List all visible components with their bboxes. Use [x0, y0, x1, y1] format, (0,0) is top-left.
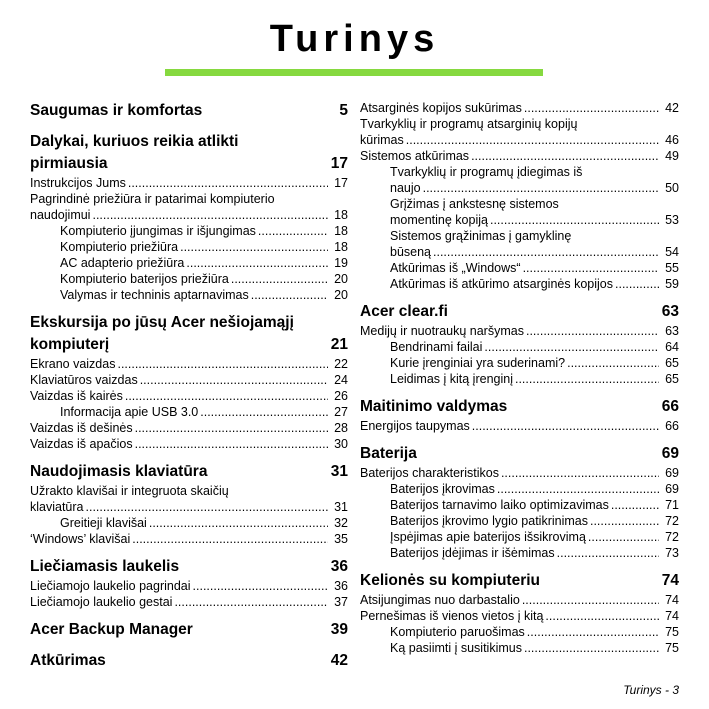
- toc-entry[interactable]: Atkūrimas iš atkūrimo atsarginės kopijos ..... 59: [360, 276, 679, 292]
- toc-entry[interactable]: naujo ..... 50: [360, 180, 679, 196]
- toc-entry-line1: Tvarkyklių ir programų įdiegimas iš: [390, 165, 583, 179]
- toc-entry[interactable]: Sistemos atkūrimas ..... 49: [360, 148, 679, 164]
- page-footer: Turinys - 3: [623, 683, 679, 697]
- toc-heading[interactable]: Saugumas ir komfortas 5: [30, 102, 348, 119]
- toc-entry[interactable]: Vaizdas iš apačios ..... 30: [30, 436, 348, 452]
- toc-entry[interactable]: Baterijos įkrovimo lygio patikrinimas ..... 72: [360, 513, 679, 529]
- toc-entry[interactable]: Informacija apie USB 3.0 ..... 27: [30, 404, 348, 420]
- toc-entry-line1: Grįžimas į ankstesnę sistemos: [390, 197, 559, 211]
- toc-entry[interactable]: momentinę kopiją ..... 53: [360, 212, 679, 228]
- toc-entry[interactable]: Baterijos įdėjimas ir išėmimas ..... 73: [360, 545, 679, 561]
- toc-entry[interactable]: kūrimas ..... 46: [360, 132, 679, 148]
- toc-entry[interactable]: naudojimui ..... 18: [30, 207, 348, 223]
- toc-heading[interactable]: Maitinimo valdymas 66: [360, 398, 679, 415]
- toc-entry[interactable]: Pernešimas iš vienos vietos į kitą ..... 74: [360, 608, 679, 624]
- toc-entry[interactable]: Liečiamojo laukelio gestai ..... 37: [30, 594, 348, 610]
- toc-entry[interactable]: Baterijos įkrovimas ..... 69: [360, 481, 679, 497]
- toc-entry[interactable]: Ką pasiimti į susitikimus ..... 75: [360, 640, 679, 656]
- toc-entry[interactable]: Liečiamojo laukelio pagrindai ..... 36: [30, 578, 348, 594]
- toc-entry[interactable]: Baterijos charakteristikos ..... 69: [360, 465, 679, 481]
- toc-heading[interactable]: Baterija 69: [360, 445, 679, 462]
- toc-entry[interactable]: Kompiuterio baterijos priežiūra ..... 20: [30, 271, 348, 287]
- toc-entry[interactable]: Kompiuterio įjungimas ir išjungimas ..... 18: [30, 223, 348, 239]
- toc-entry[interactable]: Vaizdas iš kairės ..... 26: [30, 388, 348, 404]
- toc-heading[interactable]: Atkūrimas 42: [30, 652, 348, 669]
- toc-entry[interactable]: Bendrinami failai ..... 64: [360, 339, 679, 355]
- toc-heading[interactable]: Dalykai, kuriuos reikia atlikti pirmiausia 17: [30, 133, 348, 172]
- toc-entry[interactable]: Instrukcijos Jums ..... 17: [30, 175, 348, 191]
- toc-entry-line1: Pagrindinė priežiūra ir patarimai kompiuterio: [30, 192, 275, 206]
- toc-heading[interactable]: Naudojimasis klaviatūra 31: [30, 463, 348, 480]
- toc-entry[interactable]: Įspėjimas apie baterijos išsikrovimą ..... 72: [360, 529, 679, 545]
- toc-entry[interactable]: Atsarginės kopijos sukūrimas ..... 42: [360, 100, 679, 116]
- toc-heading[interactable]: Ekskursija po jūsų Acer nešiojamąjį kompiuterį 21: [30, 314, 348, 353]
- toc-entry[interactable]: Greitieji klavišai ..... 32: [30, 515, 348, 531]
- toc-heading[interactable]: Kelionės su kompiuteriu 74: [360, 572, 679, 589]
- toc-entry[interactable]: Kompiuterio paruošimas ..... 75: [360, 624, 679, 640]
- toc-right-column: [360, 100, 679, 656]
- toc-entry[interactable]: Medijų ir nuotraukų naršymas ..... 63: [360, 323, 679, 339]
- toc-entry-line1: Tvarkyklių ir programų atsarginių kopijų: [360, 117, 578, 131]
- toc-entry[interactable]: Baterijos tarnavimo laiko optimizavimas ..... 71: [360, 497, 679, 513]
- page-title: Turinys: [269, 18, 440, 60]
- toc-entry[interactable]: Atsijungimas nuo darbastalio ..... 74: [360, 592, 679, 608]
- toc-entry[interactable]: AC adapterio priežiūra ..... 19: [30, 255, 348, 271]
- toc-entry[interactable]: Kompiuterio priežiūra ..... 18: [30, 239, 348, 255]
- toc-heading[interactable]: Acer clear.fi 63: [360, 303, 679, 320]
- toc-entry[interactable]: Atkūrimas iš „Windows“ ..... 55: [360, 260, 679, 276]
- toc-left-column: [30, 100, 348, 672]
- toc-entry[interactable]: būseną ..... 54: [360, 244, 679, 260]
- toc-entry[interactable]: Energijos taupymas ..... 66: [360, 418, 679, 434]
- toc-entry-line1: Užrakto klavišai ir integruota skaičių: [30, 484, 229, 498]
- toc-entry-line1: Sistemos grąžinimas į gamyklinę: [390, 229, 572, 243]
- toc-entry[interactable]: Kurie įrenginiai yra suderinami? ..... 65: [360, 355, 679, 371]
- toc-entry[interactable]: Valymas ir techninis aptarnavimas ..... 20: [30, 287, 348, 303]
- toc-entry[interactable]: Vaizdas iš dešinės ..... 28: [30, 420, 348, 436]
- toc-heading[interactable]: Acer Backup Manager 39: [30, 621, 348, 638]
- toc-entry[interactable]: Ekrano vaizdas ..... 22: [30, 356, 348, 372]
- toc-entry[interactable]: Leidimas į kitą įrenginį ..... 65: [360, 371, 679, 387]
- toc-entry[interactable]: Klaviatūros vaizdas ..... 24: [30, 372, 348, 388]
- title-underline: [165, 69, 543, 76]
- toc-heading[interactable]: Liečiamasis laukelis 36: [30, 558, 348, 575]
- toc-entry[interactable]: klaviatūra ..... 31: [30, 499, 348, 515]
- toc-entry[interactable]: ‘Windows’ klavišai ..... 35: [30, 531, 348, 547]
